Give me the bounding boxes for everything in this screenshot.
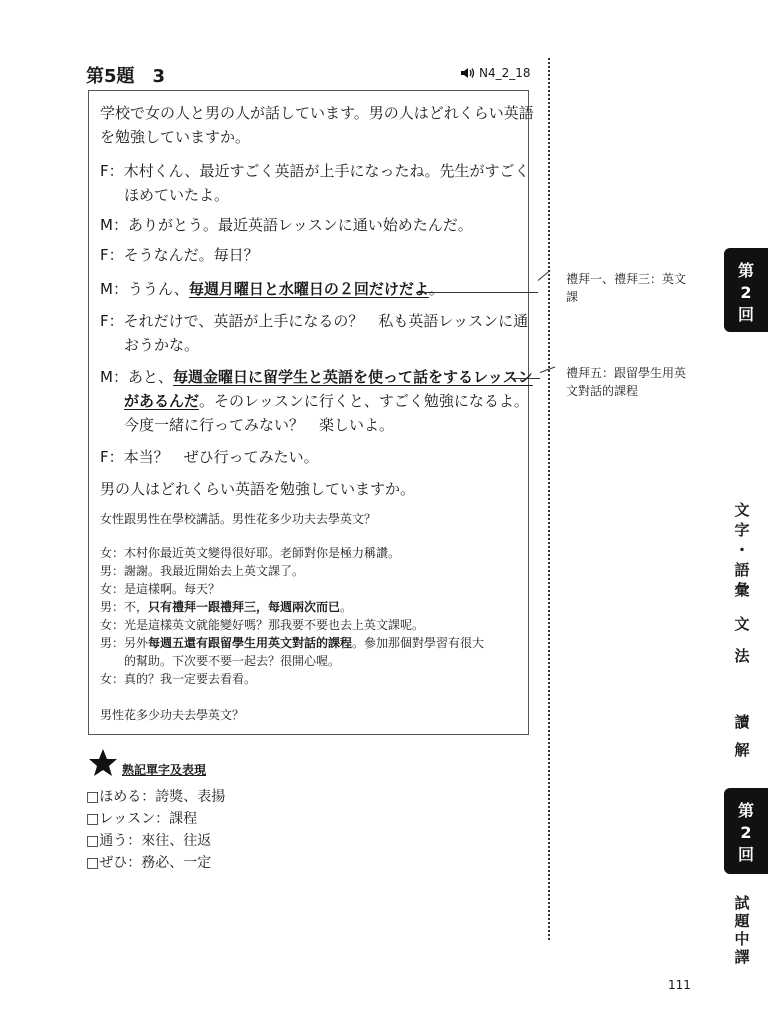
problem-title: 第5題 3 (86, 66, 166, 87)
note2-connector (514, 378, 540, 379)
tab-char: 回 (737, 305, 754, 324)
section-char: 字 (734, 521, 750, 539)
tab-char: 回 (737, 845, 754, 864)
dialogue-m3-key-answer-2: があるんだ (124, 392, 200, 410)
section-char: 文 (734, 615, 750, 633)
dialogue-f1-line1: F：木村くん、最近すごく英語が上手になったね。先生がすごく (100, 162, 530, 180)
dialogue-f3-line1: F：それだけで、英語が上手になるの？ 私も英語レッスンに通 (100, 312, 529, 330)
section-grammar[interactable] (730, 608, 754, 672)
translation-line3: 女：是這樣啊。每天？ (100, 582, 221, 596)
audio-track-label: N4_2_18 (479, 66, 531, 80)
dialogue-f4: F：本当？ ぜひ行ってみたい。 (100, 448, 319, 466)
translation-line4-suffix: 。 (340, 600, 353, 614)
vocab-item: □通う：來往、往返 (86, 833, 212, 849)
tab-char: 第 (737, 261, 754, 280)
section-char: 讀 (734, 713, 750, 731)
section-char: ・ (734, 541, 750, 559)
section-char: 試 (734, 894, 750, 912)
section-translation[interactable] (730, 894, 754, 966)
section-vocabulary[interactable] (730, 500, 754, 600)
translation-line6-key: 每週五還有跟留學生用英文對話的課程 (148, 636, 353, 650)
section-char: 譯 (734, 948, 750, 966)
dialogue-m3-line3: 今度一緒に行ってみない？ 楽しいよ。 (124, 416, 395, 434)
margin-note-2: 禮拜五：跟留學生用英文對話的課程 (566, 366, 687, 398)
dialogue-question-line2: を勉強していますか。 (100, 128, 251, 146)
vocab-item: □ぜひ：務必、一定 (86, 855, 212, 871)
translation-line5: 女：光是這樣英文就能變好嗎？那我要不要也去上英文課呢。 (100, 618, 425, 632)
dialogue-m1: M：ありがとう。最近英語レッスンに通い始めたんだ。 (100, 216, 473, 234)
dialogue-m2-key-answer: 毎週月曜日と水曜日の２回だけだよ (188, 280, 429, 298)
dialogue-m3-line2 (124, 390, 529, 411)
translation-line4-key: 只有禮拜一跟禮拜三，每週兩次而已 (148, 600, 341, 614)
vocab-item: □ほめる：誇獎、表揚 (86, 789, 226, 805)
translation-line6 (100, 634, 484, 651)
dialogue-question-line1: 学校で女の人と男の人が話しています。男の人はどれくらい英語 (100, 104, 534, 122)
star-icon (88, 748, 118, 782)
dialogue-f2: F：そうなんだ。毎日？ (100, 246, 259, 264)
speaker-icon (460, 67, 476, 79)
vocab-heading (88, 748, 206, 782)
translation-line7: 的幫助。下次要不要一起去？很開心喔。 (124, 654, 341, 668)
margin-note-1: 禮拜一、禮拜三：英文課 (566, 272, 687, 304)
section-char: 語 (734, 561, 750, 579)
tab-round-2-bottom[interactable] (724, 788, 768, 874)
dialogue-f3-line2: おうかな。 (124, 336, 200, 354)
dialogue-m2-prefix: M：ううん、 (100, 280, 189, 298)
note1-connector (416, 292, 538, 293)
dialogue-m3-key-answer-1: 毎週金曜日に留学生と英語を使って話をするレッスン (172, 368, 533, 386)
dialogue-m3-line1 (100, 366, 533, 387)
page-number: 111 (668, 978, 691, 992)
translation-line8: 女：真的？我一定要去看看。 (100, 672, 257, 686)
column-divider (548, 58, 550, 940)
section-char: 中 (734, 930, 750, 948)
tab-char: 第 (737, 801, 754, 820)
section-char: 彙 (734, 581, 750, 599)
vocab-heading-label: 熟記單字及表現 (122, 763, 207, 777)
translation-intro: 女性跟男性在學校講話。男性花多少功夫去學英文？ (100, 512, 377, 526)
translation-line2: 男：謝謝。我最近開始去上英文課了。 (100, 564, 305, 578)
translation-line6-prefix: 男：另外 (100, 636, 149, 650)
tab-round-2-top[interactable] (724, 248, 768, 332)
audio-track[interactable] (460, 66, 531, 80)
tab-char: 2 (740, 823, 752, 842)
dialogue-m3-prefix: M：あと、 (100, 368, 173, 386)
section-char: 解 (734, 741, 750, 759)
dialogue-f1-line2: ほめていたよ。 (124, 186, 230, 204)
section-char: 文 (734, 501, 750, 519)
translation-question: 男性花多少功夫去學英文？ (100, 708, 245, 722)
dialogue-m2 (100, 278, 444, 299)
vocab-item: □レッスン：課程 (86, 811, 198, 827)
dialogue-m2-suffix: 。 (428, 280, 444, 298)
section-char: 題 (734, 912, 750, 930)
dialogue-question-repeat: 男の人はどれくらい英語を勉強していますか。 (100, 480, 416, 498)
translation-line1: 女：木村你最近英文變得很好耶。老師對你是極力稱讚。 (100, 546, 401, 560)
tab-char: 2 (740, 283, 752, 302)
translation-line4 (100, 598, 352, 615)
translation-line6-suffix: 。參加那個對學習有很大 (352, 636, 485, 650)
dialogue-m3-suffix: 。そのレッスンに行くと、すごく勉強になるよ。 (199, 392, 529, 410)
translation-line4-prefix: 男：不， (100, 600, 149, 614)
section-char: 法 (734, 647, 750, 665)
section-reading[interactable] (730, 708, 754, 764)
